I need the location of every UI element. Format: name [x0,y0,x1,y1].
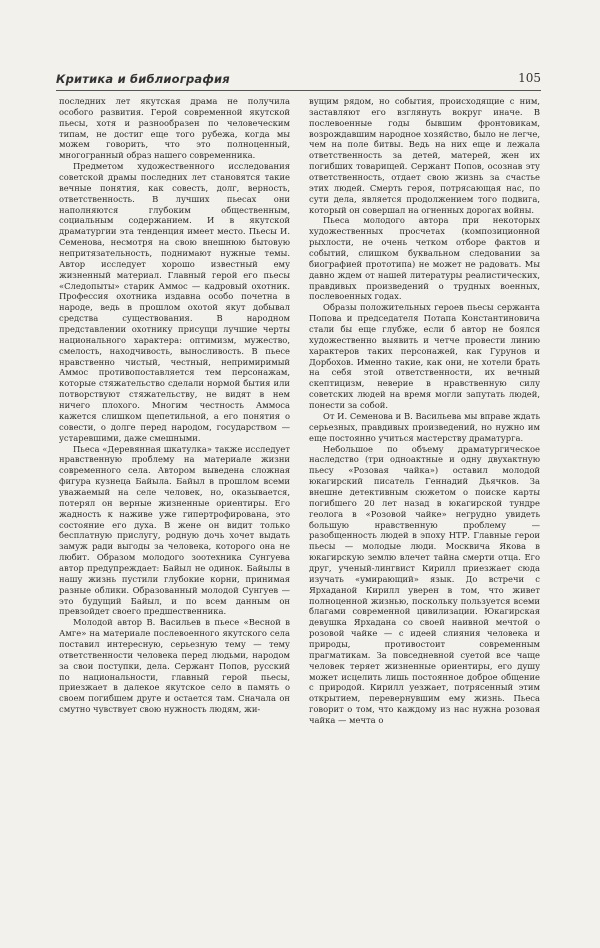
paragraph: Молодой автор В. Васильев в пьесе «Весной в Амге» на материале послевоенного якутского села поставил интересную, серьезную тему — тему ответственности человека перед людьми, народом за свои поступки, дела. Сержант Попов, русский по национальности, главный герой пьесы, приезжает в далекое якутское село в память о своем погибшем друге и остается там. Сначала он смутно чувствует свою нужность людям, жи- [59,617,290,715]
paragraph: вущим рядом, но события, происходящие с ним, заставляют его взглянуть вокруг иначе. В послевоенные годы бывшим фронтовикам, возрождавшим народное хозяйство, было не легче, чем на поле битвы. Ведь на них еще и лежала ответственность за детей, матерей, жен их погибших товарищей. Сержант Попов, осознав эту ответственность, отдает свою жизнь за счастье этих людей. Смерть героя, потрясающая нас, по сути дела, является продолжением того подвига, который он совершал на огненных дорогах войны. [309,96,540,215]
section-title: Критика и библиография [56,72,230,86]
paragraph: Предметом художественного исследования советской драмы последних лет становятся такие вечные понятия, как совесть, долг, верность, ответственность. В лучших пьесах они наполняются глубоким общественным, социальным содержанием. И в якутской драматургии эта тенденция имеет место. Пьесы И. Семенова, несмотря на свою внешнюю бытовую непритязательность, поднимают нужные темы. Автор исследует хорошо известный ему жизненный материал. Главный герой его пьесы «Следопыты» старик Аммос — кадровый охотник. Профессия охотника издавна особо почетна в народе, ведь в прошлом охотой якут добывал средства существования. В народном представлении охотнику присущи лучшие черты национального характера: оптимизм, мужество, смелость, находчивость, выносливость. В пьесе нравственно чистый, честный, непримиримый Аммос противопоставляется тем персонажам, которые стяжательство сделали нормой бытия или потворствуют стяжательству, не видят в нем ничего плохого. Многим честность Аммоса кажется слишком щепетильной, а его понятия о совести, о долге перед народом, государством — устаревшими, даже смешными. [59,161,290,443]
paragraph: От И. Семенова и В. Васильева мы вправе ждать серьезных, правдивых произведений, но нужно им еще постоянно учиться мастерству драматурга. [309,410,540,443]
left-column [59,96,290,715]
right-column [309,96,540,726]
paragraph: последних лет якутская драма не получила особого развития. Герой современной якутской пьесы, хотя и разнообразен по человеческим типам, не достиг еще того рубежа, когда мы можем говорить, что это полноценный, многогранный образ нашего современника. [59,96,290,161]
running-header [56,68,541,91]
paragraph: Пьеса «Деревянная шкатулка» также исследует нравственную проблему на материале жизни современного села. Автором выведена сложная фигура кузнеца Байыла. Байыл в прошлом всеми уважаемый на селе человек, но, оказывается, потерял он верные жизненные ориентиры. Его жадность к наживе уже гипертрофирована, это состояние его духа. В жене он видит только бесплатную прислугу, родную дочь хочет выдать замуж ради выгоды за человека, которого она не любит. Образом молодого зоотехника Сунгуева автор предупреждает: Байыл не одинок. Байылы в нашу жизнь пустили глубокие корни, принимая разные облики. Образованный молодой Сунгуев — это будущий Байыл, и по всем данным он превзойдет своего предшественника. [59,443,290,617]
paragraph: Небольшое по объему драматургическое наследство (три одноактные и одну двухактную пьесу «Розовая чайка») оставил молодой юкагирский писатель Геннадий Дьячков. За внешне детективным сюжетом о поиске карты погибшего 20 лет назад в юкагирской тундре геолога в «Розовой чайке» негрудно увидеть большую нравственную проблему — разобщенность людей в эпоху НТР. Главные герои пьесы — молодые люди. Москвича Якова в юкагирскую землю влечет тайна смерти отца. Его друг, ученый-лингвист Кирилл приезжает сюда изучать «умирающий» язык. До встречи с Ярхаданой Кирилл уверен в том, что живет полноценной жизнью, поскольку пользуется всеми благами современной цивилизации. Юкагирская девушка Ярхадана со своей наивной мечтой о розовой чайке — с идеей слияния человека и природы, противостоит современным прагматикам. За повседневной суетой все чаще человек теряет жизненные ориентиры, его душу может исцелить лишь постоянное доброе общение с природой. Кирилл уезжает, потрясенный этим открытием, перевернувшим ему жизнь. Пьеса говорит о том, что каждому из нас нужна розовая чайка — мечта о [309,443,540,725]
page-number: 105 [518,71,541,85]
paragraph: Пьеса молодого автора при некоторых художественных просчетах (композиционной рыхлости, не очень четком отборе фактов и событий, слишком буквальном следовании за биографией прототипа) не может не радовать. Мы давно ждем от нашей литературы реалистических, правдивых произведений о трудных военных, послевоенных годах. [309,215,540,302]
paragraph: Образы положительных героев пьесы сержанта Попова и председателя Потапа Константиновича стали бы еще глубже, если б автор не боялся художественно выявить и четче провести линию характеров таких персонажей, как Гурунов и Дорбохов. Именно такие, как они, не хотели брать на себя этой ответственности, их вечный скептицизм, неверие в нравственную силу советских людей на время могли запутать людей, понести за собой. [309,302,540,411]
